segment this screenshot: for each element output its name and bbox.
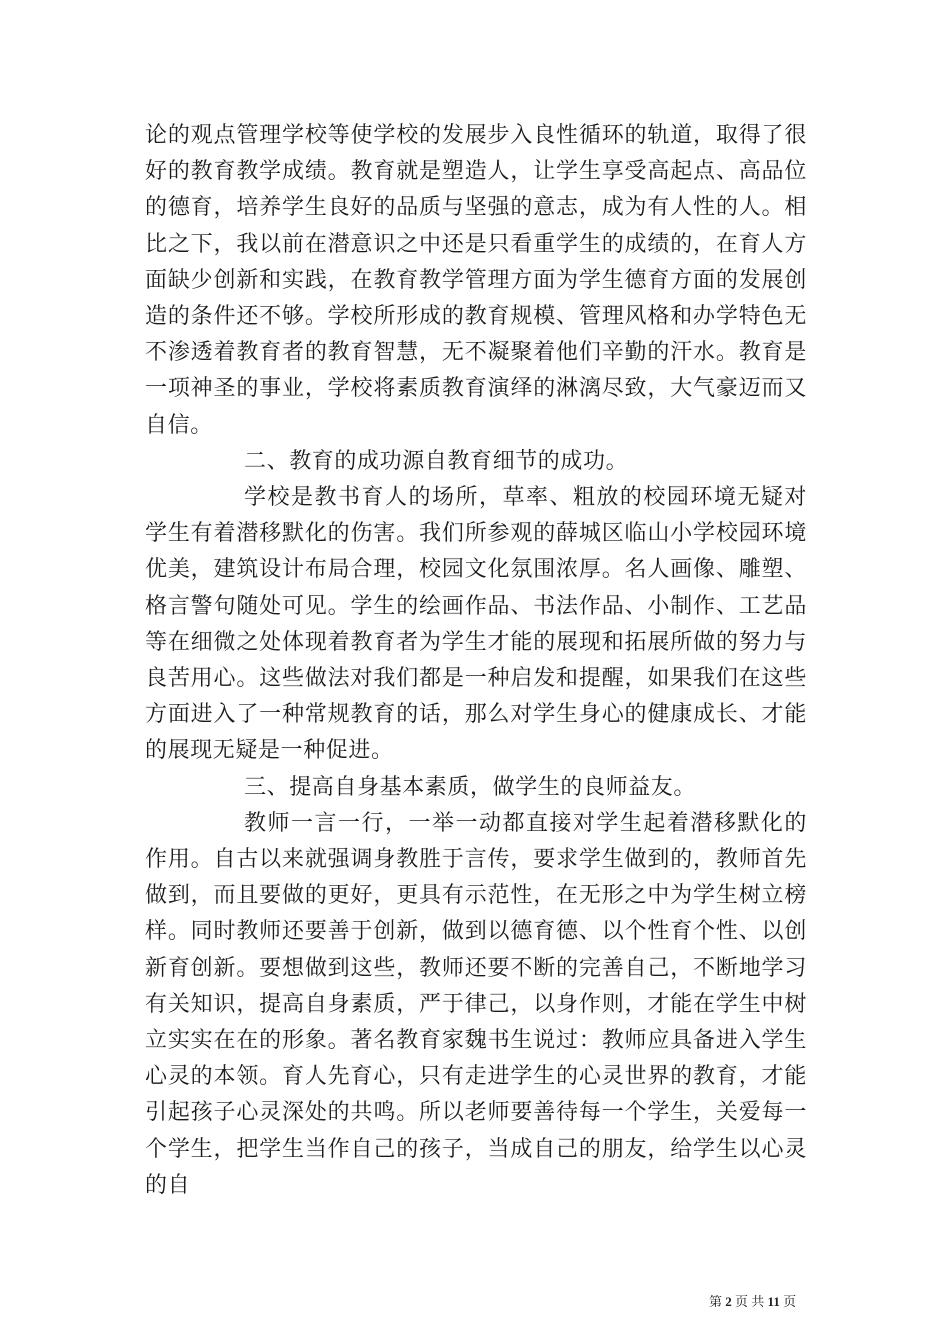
footer-middle: 页 共	[735, 1294, 765, 1309]
footer-suffix: 页	[783, 1294, 797, 1309]
body-paragraph: 论的观点管理学校等使学校的发展步入良性循环的轨道，取得了很好的教育教学成绩。教育就是塑造人，让学生享受高起点、高品位的德育，培养学生良好的品质与坚强的意志，成为有人性的人。相比之下，我以前在潜意识之中还是只看重学生的成绩的，在育人方面缺少创新和实践，在教育教学管理方面为学生德育方面的发展创造的条件还不够。学校所形成的教育规模、管理风格和办学特色无不渗透着教育者的教育智慧，无不凝聚着他们辛勤的汗水。教育是一项神圣的事业，学校将素质教育演绎的淋漓尽致，大气豪迈而又自信。	[145, 123, 807, 438]
body-paragraph: 教师一言一行，一举一动都直接对学生起着潜移默化的作用。自古以来就强调身教胜于言传，要求学生做到的，教师首先做到，而且要做的更好，更具有示范性，在无形之中为学生树立榜样。同时教师还要善于创新，做到以德育德、以个性育个性、以创新育创新。要想做到这些，教师还要不断的完善自己，不断地学习有关知识，提高自身素质，严于律己，以身作则，才能在学生中树立实实在在的形象。著名教育家魏书生说过：教师应具备进入学生心灵的本领。育人先育心，只有走进学生的心灵世界的教育，才能引起孩子心灵深处的共鸣。所以老师要善待每一个学生，关爱每一个学生，把学生当作自己的孩子，当成自己的朋友，给学生以心灵的自	[145, 810, 807, 1198]
footer-prefix: 第	[709, 1294, 723, 1309]
body-paragraph: 学校是教书育人的场所，草率、粗放的校园环境无疑对学生有着潜移默化的伤害。我们所参观的薛城区临山小学校园环境优美，建筑设计布局合理，校园文化氛围浓厚。名人画像、雕塑、格言警句随处可见。学生的绘画作品、书法作品、小制作、工艺品等在细微之处体现着教育者为学生才能的展现和拓展所做的努力与良苦用心。这些做法对我们都是一种启发和提醒，如果我们在这些方面进入了一种常规教育的话，那么对学生身心的健康成长、才能的展现无疑是一种促进。	[145, 485, 807, 764]
section-heading: 三、提高自身基本素质，做学生的良师益友。	[244, 774, 697, 800]
current-page-number: 2	[725, 1294, 732, 1309]
total-page-count: 11	[767, 1294, 780, 1309]
document-body	[145, 118, 807, 1204]
section-heading: 二、教育的成功源自教育细节的成功。	[244, 448, 629, 474]
page-number-footer	[709, 1291, 796, 1310]
